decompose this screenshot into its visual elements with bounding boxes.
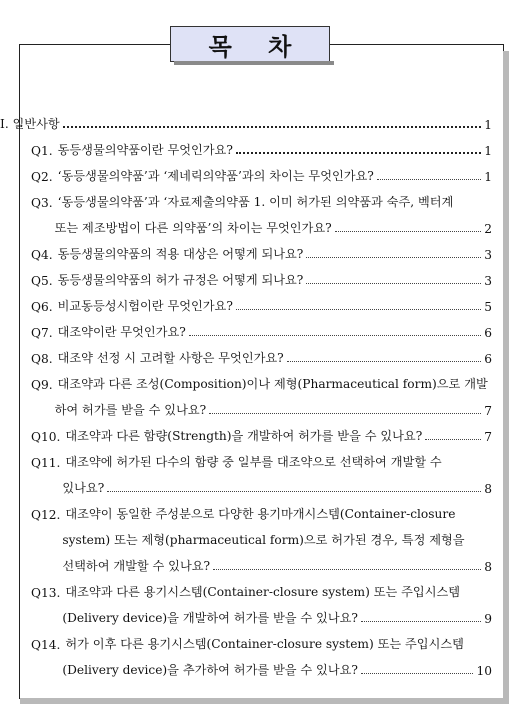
- toc-page-number: 5: [484, 300, 492, 314]
- toc-question-list: [31, 132, 492, 678]
- toc-leader: [209, 413, 481, 414]
- toc-page-number: 9: [484, 612, 492, 626]
- toc-entry-number: Q11.: [31, 456, 61, 470]
- toc-page-number: 1: [484, 170, 492, 184]
- toc-leader: [189, 335, 481, 336]
- toc-entry[interactable]: [31, 262, 492, 288]
- toc-entry-text: ‘동등생물의약품’과 ‘제네릭의약품’과의 차이는 무엇인가요?: [57, 169, 374, 183]
- toc-entry-text: 대조약과 다른 용기시스템(Container-closure system) 또는 주입시스템: [65, 585, 461, 599]
- toc-page-number: 10: [476, 664, 492, 678]
- toc-page-number: 7: [484, 404, 492, 418]
- toc-entry[interactable]: [31, 288, 492, 314]
- toc-entry-number: Q7.: [31, 326, 53, 340]
- toc-entry[interactable]: [31, 314, 492, 340]
- page-title: 목 차: [208, 32, 306, 61]
- toc-entry[interactable]: [31, 184, 492, 236]
- toc-entry-text: 허가 이후 다른 용기시스템(Container-closure system) 또는 주입시스템: [65, 637, 464, 651]
- toc-page-number: 8: [484, 560, 492, 574]
- toc-entry-text: 동등생물의약품이란 무엇인가요?: [57, 143, 233, 157]
- toc-entry[interactable]: [31, 574, 492, 626]
- toc-page-number: 1: [484, 144, 492, 158]
- toc-entry[interactable]: [31, 158, 492, 184]
- toc-entry-number: Q8.: [31, 352, 53, 366]
- toc-section-row[interactable]: [0, 108, 492, 132]
- toc-entry-number: Q4.: [31, 248, 53, 262]
- toc-leader: [425, 439, 481, 440]
- toc-leader: [236, 152, 481, 154]
- toc-leader: [213, 569, 481, 570]
- toc-entry[interactable]: [31, 496, 492, 574]
- toc-leader: [306, 257, 481, 258]
- toc-entry-text: 대조약이 동일한 주성분으로 다양한 용기마개시스템(Container-closure: [65, 507, 456, 521]
- toc-page-number: 6: [484, 326, 492, 340]
- toc-entry-text: 동등생물의약품의 적용 대상은 어떻게 되나요?: [57, 247, 304, 261]
- toc-entry-number: Q6.: [31, 300, 53, 314]
- toc-entry-text: (Delivery device)을 추가하여 허가를 받을 수 있나요?: [62, 663, 358, 677]
- toc-entry-number: Q13.: [31, 586, 61, 600]
- toc-entry-number: Q12.: [31, 508, 61, 522]
- toc-entry[interactable]: [31, 626, 492, 678]
- toc-entry-text: 대조약과 다른 함량(Strength)을 개발하여 허가를 받을 수 있나요?: [65, 429, 423, 443]
- toc-title-box: [170, 26, 330, 62]
- toc-leader: [107, 491, 481, 492]
- toc-entry-text: system) 또는 제형(pharmaceutical form)으로 허가된 경우, 특정 제형을: [62, 533, 465, 547]
- toc-page-number: 6: [484, 352, 492, 366]
- toc-entry-text: 선택하여 개발할 수 있나요?: [62, 559, 211, 573]
- toc-entry-number: Q5.: [31, 274, 53, 288]
- toc-page-number: 3: [484, 248, 492, 262]
- toc-entry[interactable]: [31, 444, 492, 496]
- toc-entry-text: 하여 허가를 받을 수 있나요?: [54, 403, 207, 417]
- toc-entry-text: 비교동등성시험이란 무엇인가요?: [57, 299, 233, 313]
- toc-leader: [236, 309, 481, 310]
- toc-entry-number: Q10.: [31, 430, 61, 444]
- toc-entry-number: Q3.: [31, 196, 53, 210]
- toc-entry-number: Q14.: [31, 638, 61, 652]
- toc-entry-text: (Delivery device)을 개발하여 허가를 받을 수 있나요?: [62, 611, 358, 625]
- toc-entry-text: 대조약 선정 시 고려할 사항은 무엇인가요?: [57, 351, 284, 365]
- toc-entry-text: 또는 제조방법이 다른 의약품’의 차이는 무엇인가요?: [54, 221, 332, 235]
- toc-leader: [377, 179, 481, 180]
- toc-entry[interactable]: [31, 132, 492, 158]
- toc-entry[interactable]: [31, 340, 492, 366]
- toc-entry-text: 동등생물의약품의 허가 규정은 어떻게 되나요?: [57, 273, 304, 287]
- toc-entry-text: 대조약과 다른 조성(Composition)이나 제형(Pharmaceutical form)으로 개발: [57, 377, 488, 391]
- toc-leader: [63, 126, 481, 128]
- table-of-contents: [0, 108, 492, 678]
- toc-page-number: 2: [484, 222, 492, 236]
- toc-page-number: 7: [484, 430, 492, 444]
- toc-leader: [287, 361, 481, 362]
- toc-entry-number: Q1.: [31, 144, 53, 158]
- toc-leader: [361, 673, 474, 674]
- toc-entry[interactable]: [31, 366, 492, 418]
- toc-entry[interactable]: [31, 236, 492, 262]
- toc-page-number: 8: [484, 482, 492, 496]
- toc-section-label: I. 일반사항: [0, 117, 60, 131]
- toc-entry-text: 있나요?: [62, 481, 105, 495]
- toc-leader: [335, 231, 481, 232]
- toc-entry-number: Q2.: [31, 170, 53, 184]
- toc-leader: [361, 621, 481, 622]
- toc-entry[interactable]: [31, 418, 492, 444]
- toc-entry-number: Q9.: [31, 378, 53, 392]
- toc-page-number: 1: [484, 118, 492, 132]
- toc-leader: [306, 283, 481, 284]
- toc-entry-text: ‘동등생물의약품’과 ‘자료제출의약품 1. 이미 허가된 의약품과 숙주, 벡터계: [57, 195, 454, 209]
- toc-entry-text: 대조약이란 무엇인가요?: [57, 325, 186, 339]
- toc-entry-text: 대조약에 허가된 다수의 함량 중 일부를 대조약으로 선택하여 개발할 수: [65, 455, 442, 469]
- toc-page-number: 3: [484, 274, 492, 288]
